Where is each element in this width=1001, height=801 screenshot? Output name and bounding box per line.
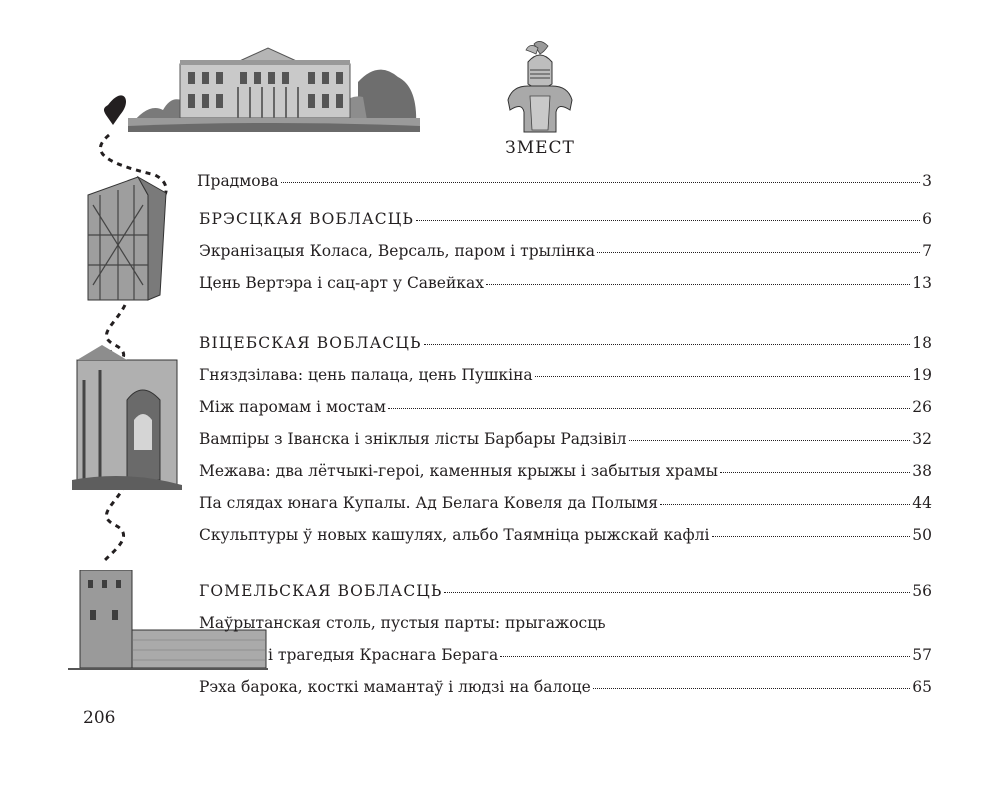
toc-section[interactable] [199,210,932,228]
toc-section-label: ВІЦЕБСКАЯ ВОБЛАСЦЬ [199,334,422,352]
toc-entry[interactable] [199,430,932,448]
toc-leader [424,344,911,345]
toc-entry-page: 57 [912,646,932,664]
toc-leader [416,220,920,221]
toc-entry-label: Гняздзілава: цень палаца, цень Пушкіна [199,366,533,384]
toc-leader [486,284,910,285]
toc-leader [597,252,920,253]
toc-entry[interactable] [199,366,932,384]
toc-entry-label: Цень Вертэра і сац-арт у Савейках [199,274,484,292]
toc-entry-page: 50 [912,526,932,544]
page-number: 206 [83,708,116,728]
toc-entry-label: Межава: два лётчыкі-героі, каменныя крыжы і забытыя храмы [199,462,719,480]
toc-section-page: 6 [922,210,932,228]
toc-section-label: БРЭСЦКАЯ ВОБЛАСЦЬ [199,210,414,228]
toc-section[interactable] [199,582,932,600]
toc-entry[interactable] [199,274,932,292]
toc-entry-label: Скульптуры ў новых кашулях, альбо Таямніца рыжскай кафлі [199,526,710,544]
church-ruins-illustration [72,340,182,490]
toc-leader [593,688,911,689]
toc-entry-page: 13 [912,274,932,292]
toc-entry-page: 65 [912,678,932,696]
toc-leader [535,376,911,377]
toc-title: ЗМЕСТ [505,138,575,158]
toc-entry[interactable] [199,526,932,544]
toc-section-label: ГОМЕЛЬСКАЯ ВОБЛАСЦЬ [199,582,443,600]
toc-entry[interactable] [199,462,932,480]
toc-entry-label: Маўрытанская столь, пустыя парты: прыгажосць [199,614,606,632]
toc-entry[interactable] [197,172,932,190]
toc-entry-continuation[interactable] [268,646,932,664]
toc-entry-page: 26 [912,398,932,416]
toc-entry-page: 44 [912,494,932,512]
toc-leader [712,536,911,537]
toc-entry[interactable] [199,398,932,416]
toc-entry-page: 19 [912,366,932,384]
toc-entry-page: 38 [912,462,932,480]
toc-entry-label: Між паромам і мостам [199,398,386,416]
toc-entry-page: 7 [922,242,932,260]
toc-entry-label: Рэха барока, косткі мамантаў і людзі на балоце [199,678,591,696]
toc-leader [444,592,910,593]
toc-entry[interactable] [199,494,932,512]
toc-entry-label: Прадмова [197,172,279,190]
toc-leader [500,656,910,657]
toc-entry-label: Па слядах юнага Купалы. Ад Белага Ковеля да Полымя [199,494,659,512]
toc-leader [720,472,910,473]
toc-section[interactable] [199,334,932,352]
toc-entry-page: 3 [922,172,932,190]
toc-entry-label: Вампіры з Іванска і зніклыя лісты Барбары Радзівіл [199,430,627,448]
toc-leader [660,504,910,505]
toc-leader [281,182,921,183]
toc-leader [629,440,911,441]
knight-armor-illustration [500,40,580,136]
toc-entry[interactable] [199,678,932,696]
toc-section-page: 56 [912,582,932,600]
toc-section-page: 18 [912,334,932,352]
toc-entry-label: Экранізацыя Коласа, Версаль, паром і трылінка [199,242,596,260]
toc-entry[interactable] [199,242,932,260]
toc-entry-first-line[interactable] [199,614,932,632]
toc-entry-page: 32 [912,430,932,448]
toc-entry-label: і трагедыя Краснага Берага [268,646,499,664]
wooden-tower-illustration [78,175,170,305]
toc-leader [388,408,910,409]
